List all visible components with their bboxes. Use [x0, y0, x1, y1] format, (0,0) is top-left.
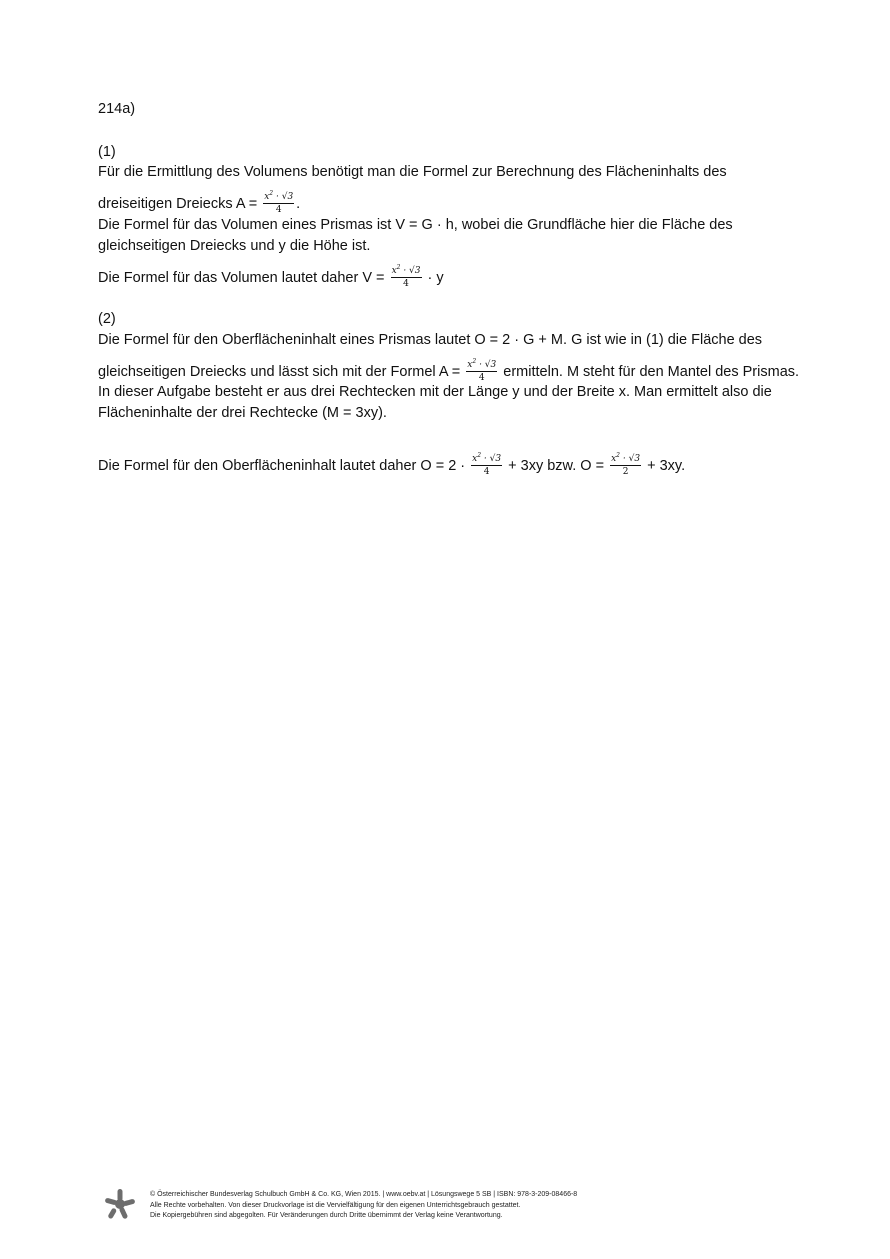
fraction-denominator: 4	[275, 205, 282, 215]
fraction-denominator: 4	[478, 373, 485, 383]
section-1-line-5	[98, 265, 444, 291]
section-1-line-5-text: Die Formel für das Volumen lautet daher V =	[98, 269, 385, 286]
oebv-logo-icon	[104, 1188, 136, 1220]
exercise-heading: 214a)	[98, 101, 136, 117]
section-1-line-3: Die Formel für das Volumen eines Prismas ist V = G · h, wobei die Grundfläche hier die Fläche des	[98, 217, 733, 233]
section-2-line-4: Flächeninhalte der drei Rechtecke (M = 3xy).	[98, 405, 387, 421]
section-1-line-2	[98, 191, 300, 217]
section-1-line-4: gleichseitigen Dreiecks und y die Höhe ist.	[98, 238, 371, 254]
surface-fraction-4	[471, 451, 502, 477]
fraction-denominator: 4	[483, 467, 490, 477]
section-2-line-2-end: ermitteln. M steht für den Mantel des Prismas.	[503, 363, 800, 380]
triangle-area-fraction	[263, 189, 294, 215]
footer-copyright	[150, 1190, 577, 1222]
section-2-line-1: Die Formel für den Oberflächeninhalt eines Prismas lautet O = 2 · G + M. G ist wie in (1) die Fläche des	[98, 332, 763, 348]
section-1-label: (1)	[98, 144, 116, 160]
section-2-line-2-text: gleichseitigen Dreiecks und lässt sich mit der Formel A =	[98, 363, 461, 380]
section-2-line-3: In dieser Aufgabe besteht er aus drei Rechtecken mit der Länge y und der Breite x. Man ermittelt also die	[98, 384, 772, 400]
triangle-area-fraction	[466, 357, 497, 383]
section-2-line-5-middle: + 3xy bzw. O =	[508, 457, 605, 474]
footer-line-2: Alle Rechte vorbehalten. Von dieser Druckvorlage ist die Vervielfältigung für den eigenen Unterrichtsgebrauch gestattet.	[150, 1201, 521, 1209]
fraction-numerator: $x^2 \cdot √3$	[467, 358, 497, 370]
section-2-line-2	[98, 359, 799, 385]
footer-line-3: Die Kopiergebühren sind abgegolten. Für Veränderungen durch Dritte übernimmt der Verlag keine Verantwortung.	[150, 1212, 503, 1219]
section-1-line-2-end: .	[296, 195, 301, 212]
section-1-line-1: Für die Ermittlung des Volumens benötigt man die Formel zur Berechnung des Flächeninhalts des	[98, 164, 727, 180]
fraction-numerator: $x^2 \cdot √3$	[391, 264, 421, 276]
fraction-denominator: 2	[622, 467, 629, 477]
fraction-numerator: $x^2 \cdot √3$	[472, 452, 502, 464]
surface-fraction-2	[610, 451, 641, 477]
fraction-numerator: $x^2 \cdot √3$	[264, 190, 294, 202]
section-2-line-5-end: + 3xy.	[647, 457, 686, 474]
section-1-line-5-end: · y	[427, 269, 444, 286]
section-2-line-5	[98, 453, 685, 479]
fraction-numerator: $x^2 \cdot √3$	[611, 452, 641, 464]
volume-fraction	[391, 263, 422, 289]
section-2-line-5-text: Die Formel für den Oberflächeninhalt lautet daher O = 2 ·	[98, 457, 466, 474]
fraction-denominator: 4	[403, 279, 409, 289]
footer-line-1: © Österreichischer Bundesverlag Schulbuch GmbH & Co. KG, Wien 2015. | www.oebv.at | Lösungswege 5 SB | ISBN: 978-3-209-08466-8	[150, 1191, 578, 1198]
section-1-line-2-text: dreiseitigen Dreiecks A =	[98, 195, 258, 212]
section-2-label: (2)	[98, 311, 116, 327]
